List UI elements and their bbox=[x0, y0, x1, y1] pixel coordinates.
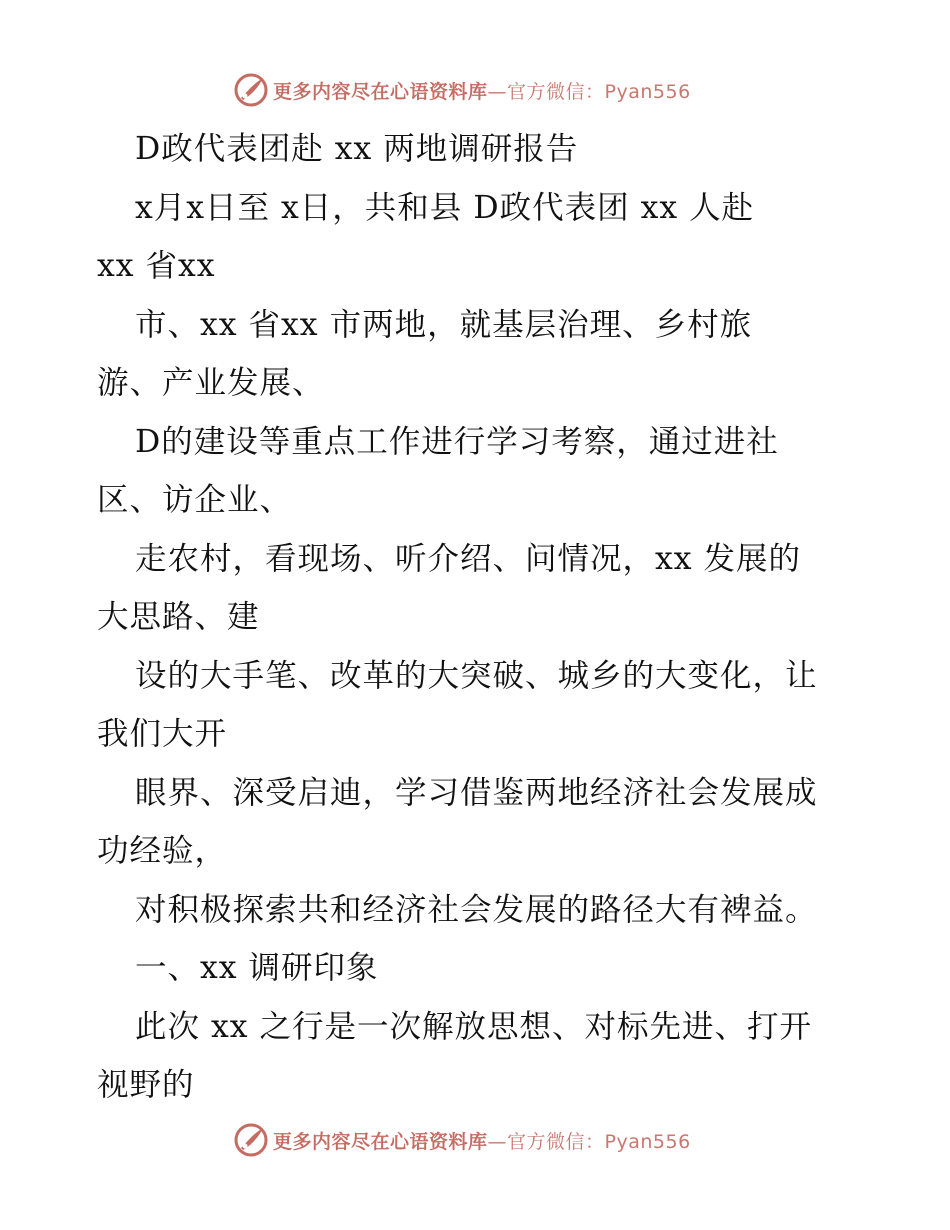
text-line: 对积极探索共和经济社会发展的路径大有裨益。 bbox=[135, 891, 818, 928]
text-line: xx 省xx bbox=[97, 248, 216, 284]
watermark-wechat: 官方微信：Pyan556 bbox=[507, 1130, 691, 1153]
text-line: 眼界、深受启迪，学习借鉴两地经济社会发展成 bbox=[135, 774, 818, 811]
text-line: 功经验， bbox=[97, 833, 228, 869]
text-line: 我们大开 bbox=[97, 716, 228, 752]
quill-logo-icon bbox=[233, 72, 269, 108]
text-line: 走农村，看现场、听介绍、问情况，xx 发展的 bbox=[135, 540, 802, 577]
text-line: 市、xx 省xx 市两地，就基层治理、乡村旅 bbox=[135, 306, 753, 343]
text-line: 区、访企业、 bbox=[97, 482, 293, 518]
quill-logo-icon bbox=[233, 1122, 269, 1158]
text-line: 一、xx 调研印象 bbox=[135, 950, 379, 986]
watermark-text bbox=[273, 1127, 691, 1154]
text-line: 设的大手笔、改革的大突破、城乡的大变化，让 bbox=[135, 657, 818, 694]
watermark-dash: — bbox=[487, 80, 508, 103]
document-body bbox=[97, 120, 857, 1115]
text-line: D的建设等重点工作进行学习考察，通过进社 bbox=[135, 423, 779, 460]
watermark-wechat: 官方微信：Pyan556 bbox=[507, 80, 691, 103]
text-line: 大思路、建 bbox=[97, 599, 260, 635]
text-line: x月x日至 x日，共和县 D政代表团 xx 人赴 bbox=[135, 189, 755, 226]
document-title: D政代表团赴 xx 两地调研报告 bbox=[135, 131, 579, 167]
watermark-text bbox=[273, 77, 691, 104]
watermark-dash: — bbox=[487, 1130, 508, 1153]
text-line: 此次 xx 之行是一次解放思想、对标先进、打开 bbox=[135, 1008, 813, 1045]
text-line: 游、产业发展、 bbox=[97, 365, 325, 401]
text-line: 视野的 bbox=[97, 1067, 195, 1103]
watermark-brand: 更多内容尽在心语资料库 bbox=[273, 80, 488, 103]
watermark-brand: 更多内容尽在心语资料库 bbox=[273, 1130, 488, 1153]
footer-watermark bbox=[233, 1120, 691, 1160]
header-watermark bbox=[233, 70, 691, 110]
